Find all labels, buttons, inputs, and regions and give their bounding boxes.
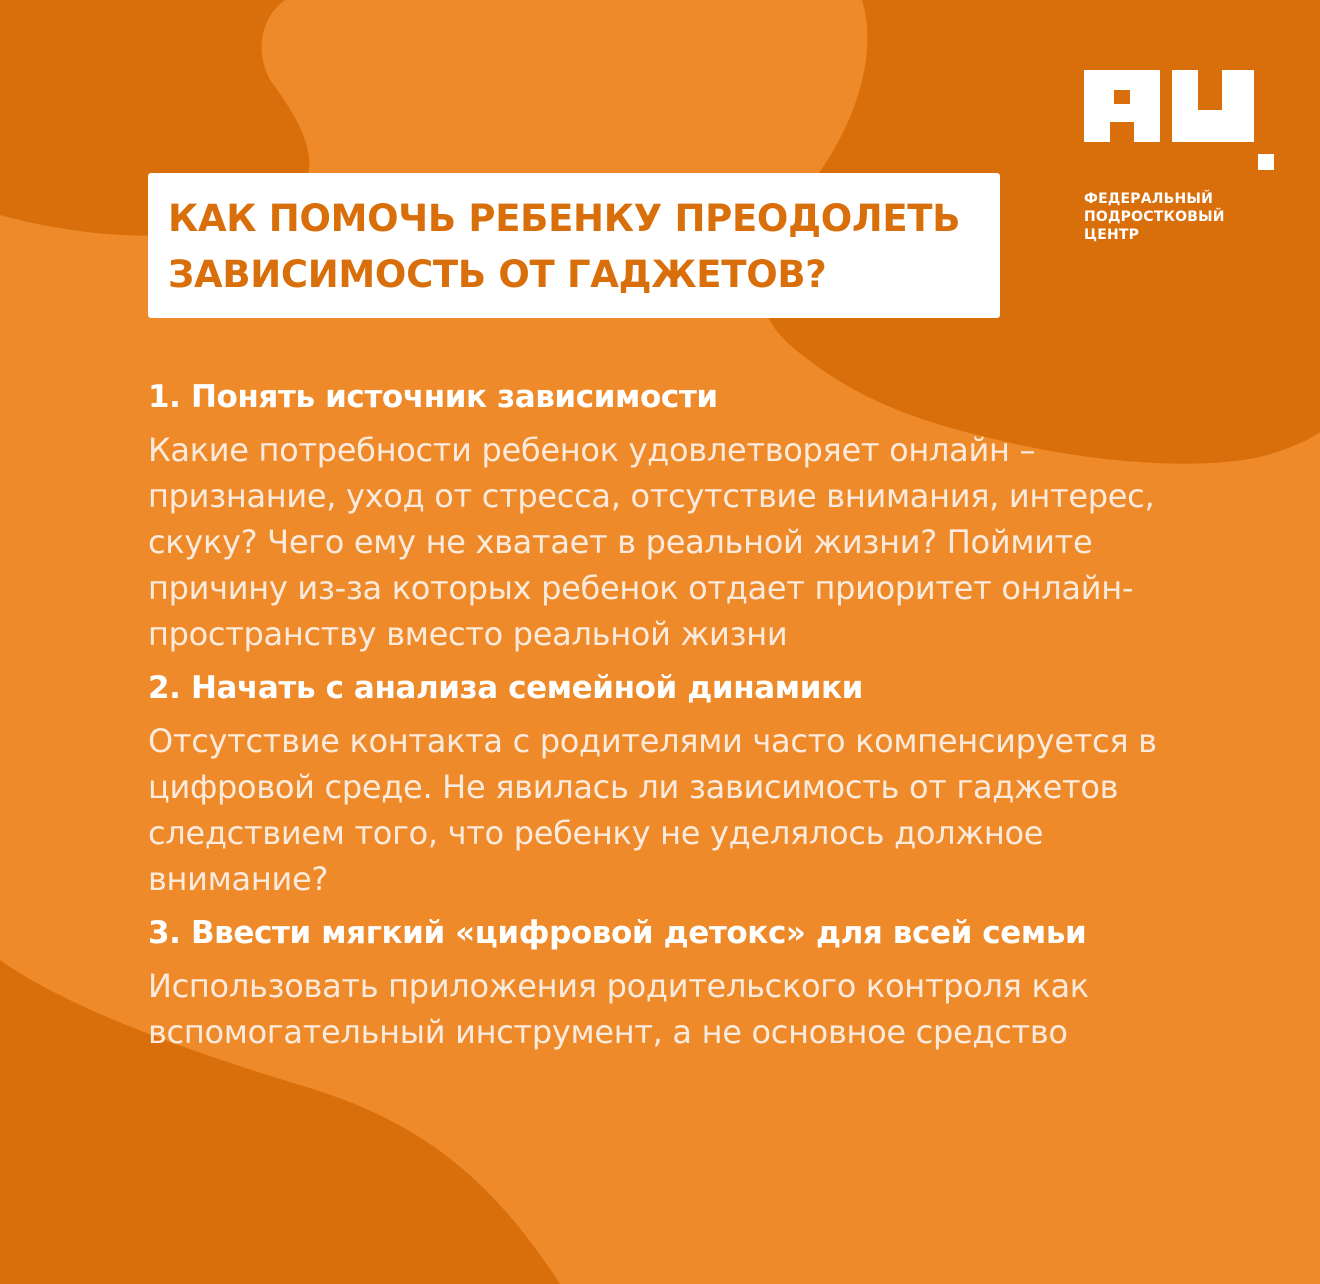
tips-list (148, 374, 1228, 1063)
tip-item (148, 665, 1228, 902)
logo (1084, 70, 1280, 244)
page-title: КАК ПОМОЧЬ РЕБЕНКУ ПРЕОДОЛЕТЬ ЗАВИСИМОСТЬ ОТ ГАДЖЕТОВ? (168, 197, 961, 296)
organization-name-line: ПОДРОСТКОВЫЙ (1084, 209, 1225, 225)
logo-mark-icon (1084, 70, 1274, 176)
organization-name-line: ФЕДЕРАЛЬНЫЙ (1084, 191, 1214, 207)
tip-text: Отсутствие контакта с родителями часто компенсируется в цифровой среде. Не явилась ли зависимость от гаджетов следствием того, что ребенку не уделялось должное внимание? (148, 722, 1157, 898)
organization-name-line: ЦЕНТР (1084, 227, 1140, 243)
tip-heading: 2. Начать с анализа семейной динамики (148, 670, 863, 706)
title-card (148, 173, 1000, 318)
tip-heading: 3. Ввести мягкий «цифровой детокс» для всей семьи (148, 915, 1087, 951)
tip-item (148, 910, 1228, 1055)
tip-text: Использовать приложения родительского контроля как вспомогательный инструмент, а не основное средство (148, 967, 1089, 1051)
organization-name (1084, 190, 1254, 244)
tip-text: Какие потребности ребенок удовлетворяет онлайн – признание, уход от стресса, отсутствие внимания, интерес, скуку? Чего ему не хватает в реальной жизни? Поймите причину из-за которых ребенок отдает приоритет онлайн-пространству вместо реальной жизни (148, 431, 1155, 653)
tip-heading: 1. Понять источник зависимости (148, 379, 718, 415)
tip-item (148, 374, 1228, 657)
